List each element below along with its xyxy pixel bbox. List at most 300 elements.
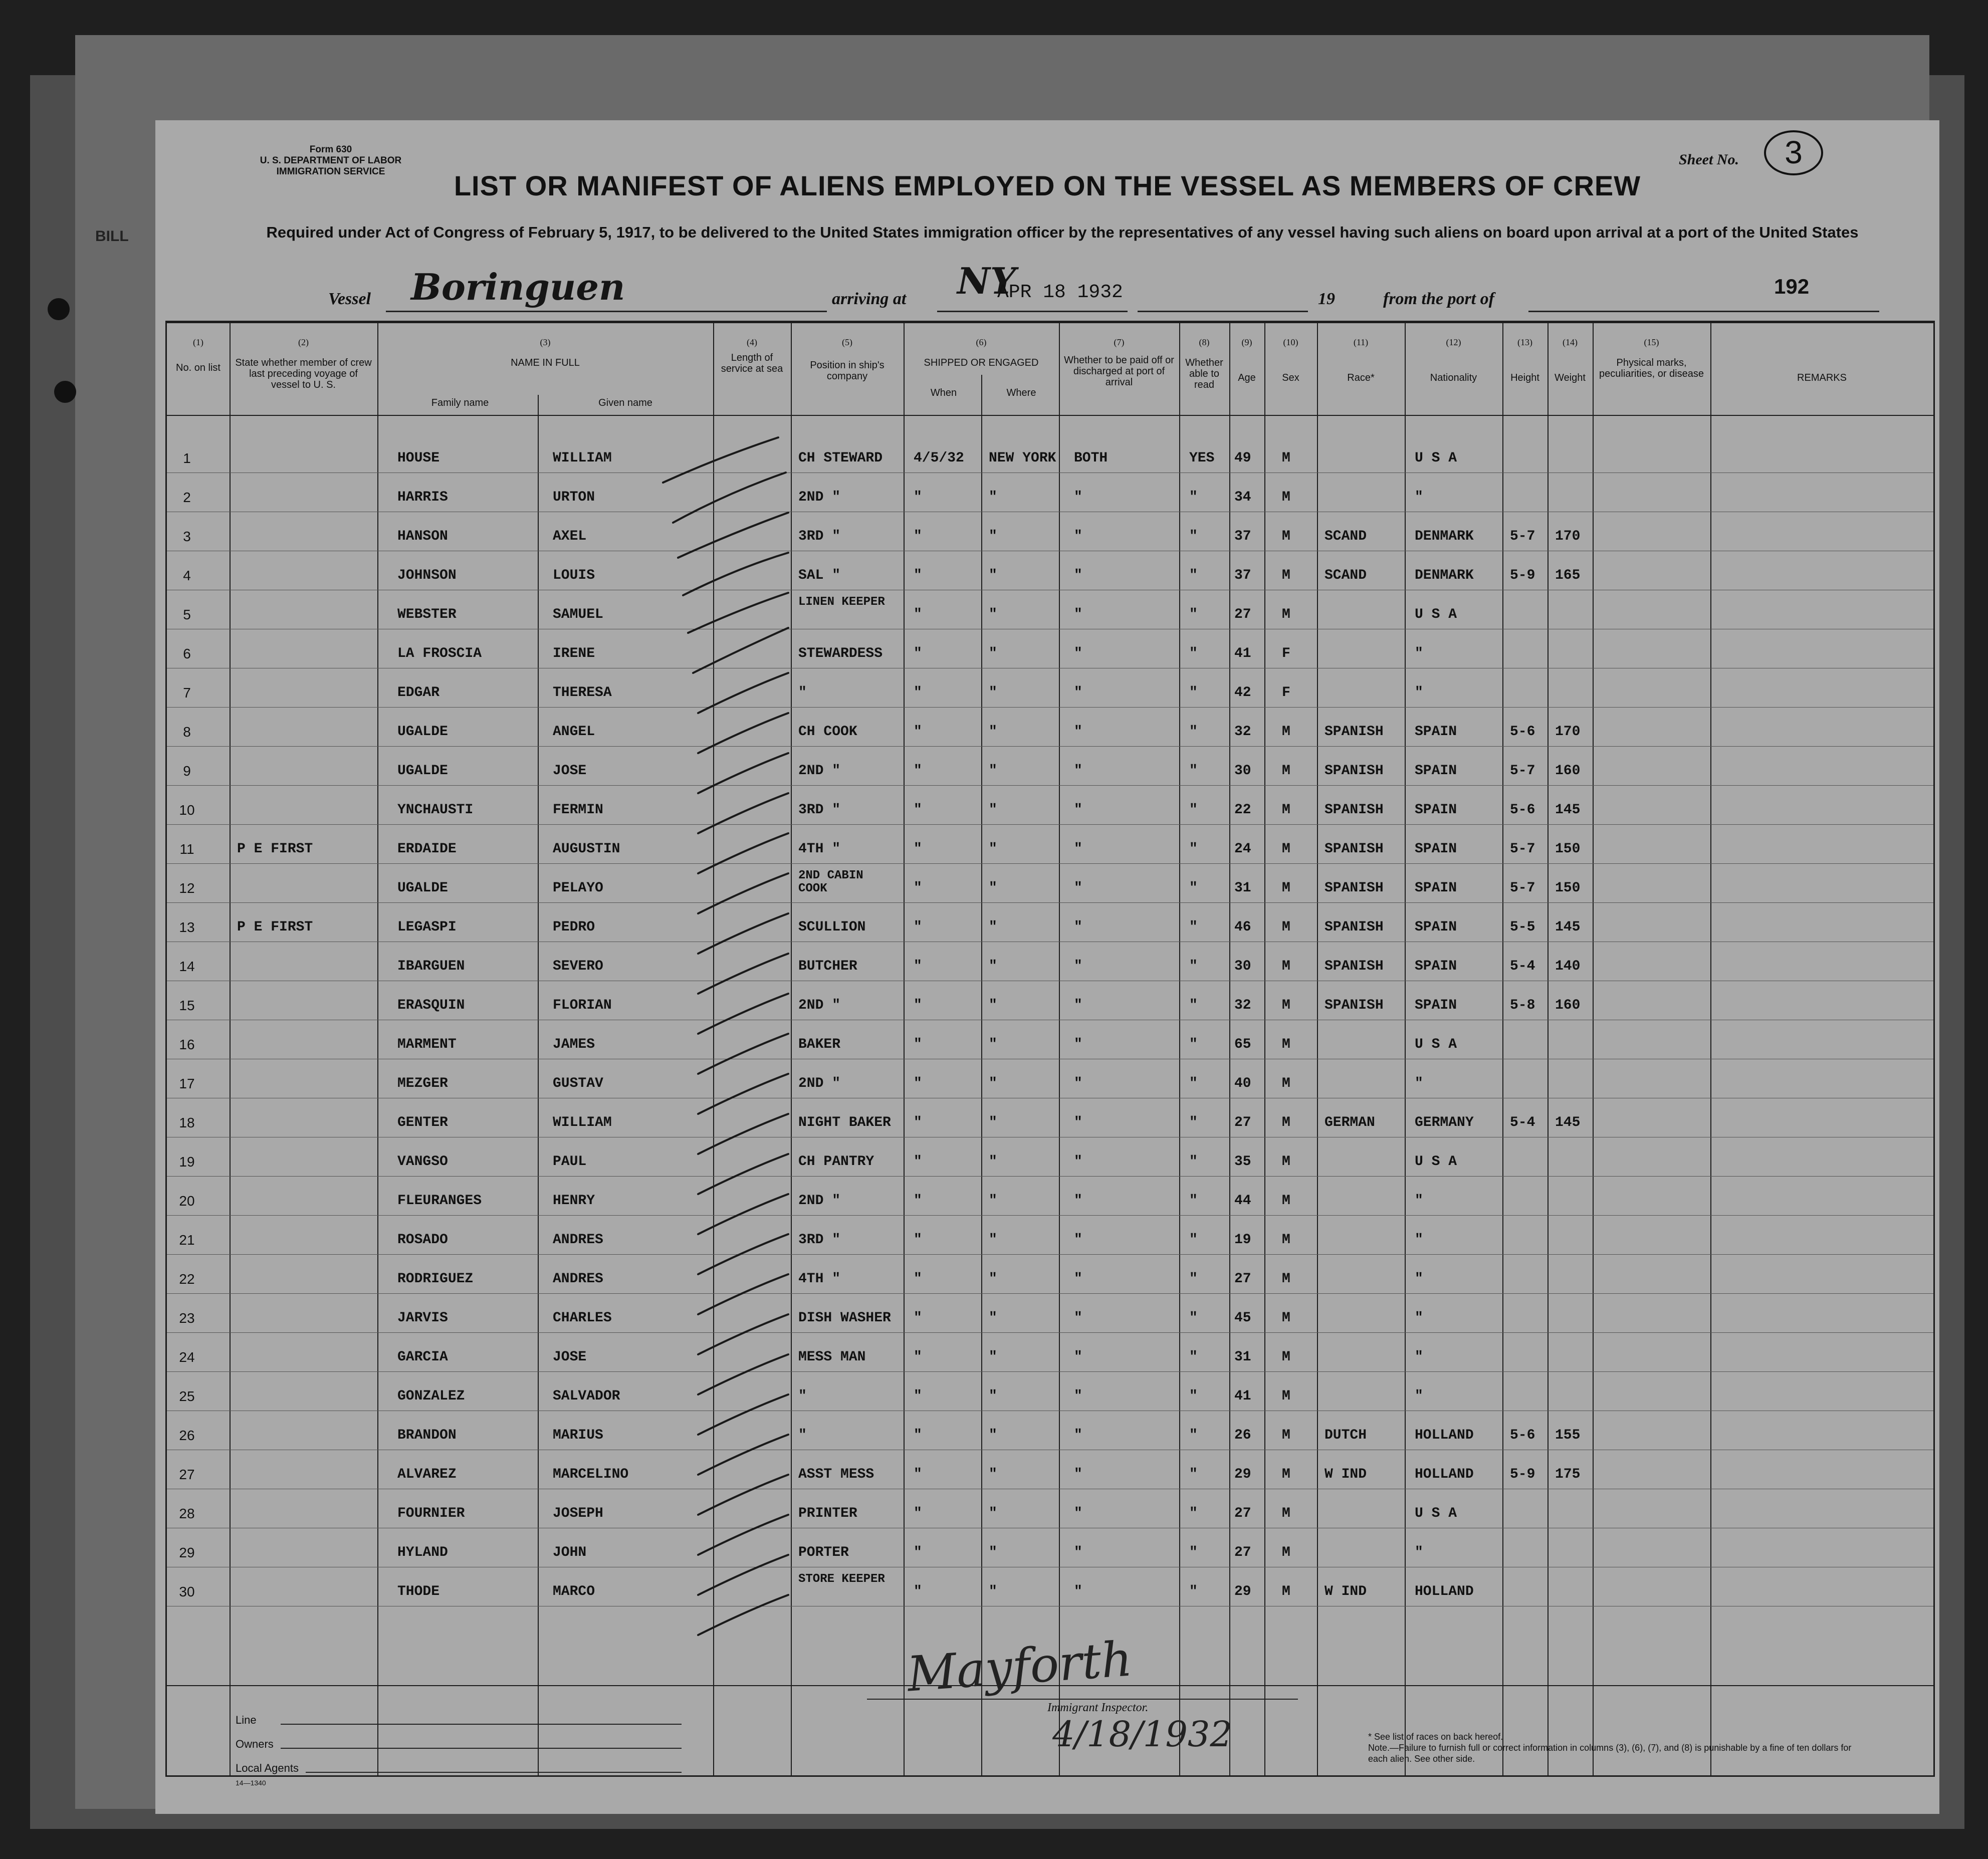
table-row — [167, 516, 1933, 555]
table-row — [167, 1375, 1933, 1415]
cell-where: " — [989, 841, 997, 857]
cell-when: " — [914, 607, 922, 622]
cell-nat: U S A — [1415, 607, 1457, 622]
binder-hole — [48, 298, 70, 320]
cell-age: 31 — [1234, 1349, 1251, 1365]
arriving-label: arriving at — [832, 290, 907, 308]
col-number: (7) — [1114, 337, 1125, 347]
cell-read: " — [1189, 607, 1198, 622]
cell-sex: F — [1282, 685, 1290, 701]
cell-read: " — [1189, 1115, 1198, 1130]
cell-weight: 155 — [1555, 1428, 1581, 1443]
cell-no: 18 — [179, 1115, 195, 1130]
cell-no: 8 — [183, 724, 191, 740]
cell-sex: M — [1282, 490, 1290, 505]
cell-sex: M — [1282, 763, 1290, 779]
agents-label: Local Agents — [236, 1762, 299, 1774]
col-number: (4) — [747, 337, 757, 347]
cell-no: 6 — [183, 646, 191, 661]
col-header-shipped: SHIPPED OR ENGAGED — [924, 357, 1039, 368]
cell-where: " — [989, 1428, 997, 1443]
cell-no: 5 — [183, 607, 191, 622]
cell-position: SAL " — [798, 568, 841, 583]
cell-position: MESS MAN — [798, 1349, 866, 1365]
cell-race: GERMAN — [1324, 1115, 1375, 1130]
cell-where: " — [989, 1193, 997, 1209]
table-row — [167, 1454, 1933, 1493]
table-row — [167, 1024, 1933, 1063]
cell-paid: " — [1074, 724, 1082, 740]
cell-given: AUGUSTIN — [553, 841, 620, 857]
cell-weight: 150 — [1555, 880, 1581, 896]
from-port-fill — [1528, 291, 1879, 312]
cell-family: HANSON — [397, 529, 448, 544]
cell-age: 27 — [1234, 607, 1251, 622]
cell-family: GONZALEZ — [397, 1388, 465, 1404]
cell-race: W IND — [1324, 1467, 1367, 1482]
cell-nat: SPAIN — [1415, 998, 1457, 1013]
cell-sex: M — [1282, 1037, 1290, 1052]
cell-age: 27 — [1234, 1271, 1251, 1287]
cell-paid: " — [1074, 1388, 1082, 1404]
cell-no: 28 — [179, 1506, 195, 1521]
cell-nat: " — [1415, 1232, 1423, 1248]
cell-read: " — [1189, 1467, 1198, 1482]
cell-position: 3RD " — [798, 1232, 841, 1248]
table-row — [167, 1141, 1933, 1180]
cell-when: " — [914, 724, 922, 740]
cell-where: " — [989, 959, 997, 974]
cell-height: 5-5 — [1510, 919, 1535, 935]
cell-position: 2ND " — [798, 1193, 841, 1209]
cell-nat: U S A — [1415, 450, 1457, 466]
cell-age: 26 — [1234, 1428, 1251, 1443]
cell-age: 32 — [1234, 724, 1251, 740]
cell-where: " — [989, 1115, 997, 1130]
cell-where: " — [989, 1037, 997, 1052]
cell-no: 30 — [179, 1584, 195, 1599]
cell-age: 41 — [1234, 1388, 1251, 1404]
cell-weight: 170 — [1555, 529, 1581, 544]
cell-height: 5-7 — [1510, 529, 1535, 544]
cell-race: SCAND — [1324, 529, 1367, 544]
cell-age: 27 — [1234, 1545, 1251, 1560]
cell-paid: " — [1074, 841, 1082, 857]
cell-read: " — [1189, 880, 1198, 896]
cell-paid: " — [1074, 880, 1082, 896]
cell-read: " — [1189, 1076, 1198, 1091]
cell-read: " — [1189, 1193, 1198, 1209]
edge-mark: BILL — [95, 228, 129, 245]
cell-read: " — [1189, 724, 1198, 740]
cell-when: " — [914, 1428, 922, 1443]
cell-sex: M — [1282, 1232, 1290, 1248]
cell-position: " — [798, 685, 807, 701]
table-row — [167, 1102, 1933, 1141]
cell-given: JAMES — [553, 1037, 595, 1052]
table-row — [167, 828, 1933, 867]
binder-hole — [54, 381, 76, 403]
cell-given: ANDRES — [553, 1232, 603, 1248]
cell-when: " — [914, 1545, 922, 1560]
cell-where: " — [989, 998, 997, 1013]
cell-no: 10 — [179, 802, 195, 818]
cell-paid: " — [1074, 763, 1082, 779]
cell-age: 65 — [1234, 1037, 1251, 1052]
col-subheader-given: Given name — [598, 397, 652, 408]
cell-given: JOSEPH — [553, 1506, 603, 1521]
inspector-signature: Mayforth — [905, 1631, 1134, 1703]
cell-family: LEGASPI — [397, 919, 457, 935]
owners-label: Owners — [236, 1738, 274, 1750]
cell-when: " — [914, 802, 922, 818]
cell-nat: " — [1415, 1310, 1423, 1326]
cell-position: 2ND " — [798, 998, 841, 1013]
cell-family: JOHNSON — [397, 568, 457, 583]
cell-sex: M — [1282, 568, 1290, 583]
cell-when: " — [914, 959, 922, 974]
cell-nat: " — [1415, 490, 1423, 505]
cell-where: " — [989, 1349, 997, 1365]
cell-nat: U S A — [1415, 1154, 1457, 1170]
cell-paid: " — [1074, 1349, 1082, 1365]
cell-when: " — [914, 880, 922, 896]
cell-given: THERESA — [553, 685, 612, 701]
cell-position: SCULLION — [798, 919, 866, 935]
col-number: (13) — [1517, 337, 1532, 347]
cell-race: DUTCH — [1324, 1428, 1367, 1443]
cell-sex: M — [1282, 1388, 1290, 1404]
cell-when: " — [914, 1154, 922, 1170]
cell-race: W IND — [1324, 1584, 1367, 1599]
cell-sex: M — [1282, 919, 1290, 935]
cell-nat: SPAIN — [1415, 880, 1457, 896]
cell-weight: 150 — [1555, 841, 1581, 857]
table-row — [167, 985, 1933, 1024]
cell-paid: " — [1074, 646, 1082, 661]
manifest-sheet — [155, 120, 1939, 1814]
cell-read: " — [1189, 1506, 1198, 1521]
cell-no: 22 — [179, 1271, 195, 1287]
cell-sex: M — [1282, 1154, 1290, 1170]
cell-when: " — [914, 1584, 922, 1599]
cell-age: 44 — [1234, 1193, 1251, 1209]
cell-nat: DENMARK — [1415, 568, 1474, 583]
cell-read: " — [1189, 998, 1198, 1013]
cell-paid: " — [1074, 1506, 1082, 1521]
cell-sex: M — [1282, 1584, 1290, 1599]
cell-sex: M — [1282, 1271, 1290, 1287]
cell-when: " — [914, 919, 922, 935]
cell-age: 37 — [1234, 568, 1251, 583]
cell-when: " — [914, 841, 922, 857]
cell-family: HARRIS — [397, 490, 448, 505]
cell-when: " — [914, 646, 922, 661]
col-number: (5) — [842, 337, 852, 347]
cell-read: " — [1189, 1388, 1198, 1404]
col-header-age: Age — [1238, 372, 1256, 383]
cell-sex: M — [1282, 998, 1290, 1013]
cell-family: UGALDE — [397, 880, 448, 896]
cell-paid: " — [1074, 568, 1082, 583]
cell-sex: M — [1282, 1076, 1290, 1091]
cell-when: 4/5/32 — [914, 450, 964, 466]
cell-sex: M — [1282, 1428, 1290, 1443]
cell-height: 5-9 — [1510, 568, 1535, 583]
cell-read: " — [1189, 568, 1198, 583]
cell-position: 2ND CABIN COOK — [798, 869, 863, 895]
cell-sex: M — [1282, 1506, 1290, 1521]
cell-given: HENRY — [553, 1193, 595, 1209]
cell-weight: 145 — [1555, 919, 1581, 935]
cell-when: " — [914, 1467, 922, 1482]
table-row — [167, 1219, 1933, 1258]
cell-height: 5-6 — [1510, 802, 1535, 818]
cell-sex: M — [1282, 724, 1290, 740]
cell-nat: U S A — [1415, 1506, 1457, 1521]
cell-when: " — [914, 1310, 922, 1326]
table-row — [167, 1571, 1933, 1610]
cell-given: GUSTAV — [553, 1076, 603, 1091]
table-row — [167, 594, 1933, 633]
cell-where: " — [989, 724, 997, 740]
cell-no: 29 — [179, 1545, 195, 1560]
cell-when: " — [914, 490, 922, 505]
cell-given: PEDRO — [553, 919, 595, 935]
col-header-physical-marks: Physical marks, peculiarities, or disease — [1599, 357, 1704, 379]
cell-position: DISH WASHER — [798, 1310, 891, 1326]
col-number: (9) — [1241, 337, 1252, 347]
cell-given: PELAYO — [553, 880, 603, 896]
cell-read: " — [1189, 646, 1198, 661]
cell-position: 3RD " — [798, 802, 841, 818]
cell-sex: M — [1282, 1545, 1290, 1560]
cell-position: STORE KEEPER — [798, 1572, 885, 1586]
cell-height: 5-7 — [1510, 841, 1535, 857]
cell-family: RODRIGUEZ — [397, 1271, 474, 1287]
cell-paid: " — [1074, 998, 1082, 1013]
col-subheader-family: Family name — [431, 397, 489, 408]
cell-when: " — [914, 1271, 922, 1287]
agents-field — [306, 1772, 682, 1773]
col-number: (15) — [1644, 337, 1659, 347]
cell-read: " — [1189, 919, 1198, 935]
cell-where: " — [989, 763, 997, 779]
cell-sex: F — [1282, 646, 1290, 661]
signature-date: 4/18/1932 — [1052, 1714, 1232, 1755]
cell-given: JOSE — [553, 1349, 587, 1365]
cell-age: 31 — [1234, 880, 1251, 896]
cell-age: 41 — [1234, 646, 1251, 661]
col-subheader-where: Where — [1006, 387, 1036, 398]
table-row — [167, 906, 1933, 946]
col-header-height: Height — [1510, 372, 1539, 383]
cell-nat: " — [1415, 685, 1423, 701]
cell-nat: DENMARK — [1415, 529, 1474, 544]
cell-position: 2ND " — [798, 490, 841, 505]
cell-nat: " — [1415, 1545, 1423, 1560]
cell-weight: 140 — [1555, 959, 1581, 974]
cell-race: SPANISH — [1324, 841, 1384, 857]
cell-position: CH COOK — [798, 724, 857, 740]
cell-weight: 145 — [1555, 1115, 1581, 1130]
cell-height: 5-6 — [1510, 724, 1535, 740]
cell-family: FLEURANGES — [397, 1193, 482, 1209]
cell-when: " — [914, 1076, 922, 1091]
cell-paid: " — [1074, 607, 1082, 622]
table-row — [167, 1063, 1933, 1102]
table-row — [167, 1493, 1933, 1532]
col-header-paid-off: Whether to be paid off or discharged at port of arrival — [1064, 355, 1174, 388]
cell-given: ANDRES — [553, 1271, 603, 1287]
cell-read: " — [1189, 490, 1198, 505]
col-header-sex: Sex — [1282, 372, 1299, 383]
cell-family: WEBSTER — [397, 607, 457, 622]
cell-no: 23 — [179, 1310, 195, 1326]
cell-sex: M — [1282, 529, 1290, 544]
cell-paid: " — [1074, 1467, 1082, 1482]
footer-notes — [1368, 1731, 1869, 1764]
agents-code: 14—1340 — [236, 1779, 266, 1787]
cell-read: " — [1189, 1584, 1198, 1599]
cell-nat: " — [1415, 1349, 1423, 1365]
cell-given: CHARLES — [553, 1310, 612, 1326]
cell-where: " — [989, 607, 997, 622]
inspector-label: Immigrant Inspector. — [1047, 1701, 1149, 1714]
cell-nat: " — [1415, 1193, 1423, 1209]
cell-age: 30 — [1234, 959, 1251, 974]
table-row — [167, 1258, 1933, 1297]
cell-where: " — [989, 919, 997, 935]
cell-no: 2 — [183, 490, 191, 505]
cell-age: 34 — [1234, 490, 1251, 505]
cell-family: IBARGUEN — [397, 959, 465, 974]
cell-race: SPANISH — [1324, 802, 1384, 818]
cell-where: NEW YORK — [989, 450, 1056, 466]
from-port-label: from the port of — [1383, 290, 1494, 308]
penalty-note: Note.—Failure to furnish full or correct information in columns (3), (6), (7), and (8) is punishable by a fine of ten dollars for each alien. See other side. — [1368, 1743, 1852, 1764]
cell-sex: M — [1282, 1349, 1290, 1365]
form-number: Form 630 — [309, 144, 352, 155]
cell-weight: 170 — [1555, 724, 1581, 740]
cell-where: " — [989, 802, 997, 818]
service-name: IMMIGRATION SERVICE — [276, 166, 385, 177]
cell-position: BUTCHER — [798, 959, 857, 974]
cell-family: JARVIS — [397, 1310, 448, 1326]
cell-nat: HOLLAND — [1415, 1467, 1474, 1482]
cell-age: 37 — [1234, 529, 1251, 544]
cell-paid: " — [1074, 529, 1082, 544]
table-row — [167, 1180, 1933, 1219]
cell-age: 19 — [1234, 1232, 1251, 1248]
cell-position: 2ND " — [798, 763, 841, 779]
cell-no: 26 — [179, 1428, 195, 1443]
cell-paid: " — [1074, 959, 1082, 974]
table-row — [167, 1336, 1933, 1375]
table-row — [167, 789, 1933, 828]
table-row — [167, 437, 1933, 477]
col-subheader-when: When — [930, 387, 957, 398]
cell-position: BAKER — [798, 1037, 841, 1052]
cell-age: 46 — [1234, 919, 1251, 935]
col-header-read: Whether able to read — [1185, 357, 1223, 390]
cell-race: SPANISH — [1324, 763, 1384, 779]
cell-paid: " — [1074, 1584, 1082, 1599]
cell-read: " — [1189, 1545, 1198, 1560]
cell-given: SAMUEL — [553, 607, 603, 622]
cell-read: " — [1189, 763, 1198, 779]
cell-given: JOSE — [553, 763, 587, 779]
cell-height: 5-9 — [1510, 1467, 1535, 1482]
cell-position: 4TH " — [798, 1271, 841, 1287]
table-row — [167, 1297, 1933, 1336]
cell-family: GENTER — [397, 1115, 448, 1130]
cell-given: URTON — [553, 490, 595, 505]
cell-nat: U S A — [1415, 1037, 1457, 1052]
col-header-race: Race* — [1347, 372, 1375, 383]
cell-paid: " — [1074, 490, 1082, 505]
cell-when: " — [914, 1193, 922, 1209]
col-number: (12) — [1446, 337, 1461, 347]
cell-height: 5-7 — [1510, 763, 1535, 779]
table-row — [167, 1532, 1933, 1571]
cell-read: " — [1189, 1428, 1198, 1443]
cell-where: " — [989, 1154, 997, 1170]
cell-paid: " — [1074, 1076, 1082, 1091]
cell-paid: " — [1074, 1271, 1082, 1287]
col-number: (10) — [1283, 337, 1298, 347]
cell-family: LA FROSCIA — [397, 646, 482, 661]
col-header-no: No. on list — [176, 362, 220, 373]
cell-sex: M — [1282, 1467, 1290, 1482]
cell-paid: " — [1074, 919, 1082, 935]
col-number: (8) — [1199, 337, 1210, 347]
crew-table — [165, 321, 1935, 1777]
cell-position: CH STEWARD — [798, 450, 883, 466]
department-name: U. S. DEPARTMENT OF LABOR — [260, 155, 402, 166]
cell-no: 19 — [179, 1154, 195, 1170]
cell-given: WILLIAM — [553, 450, 612, 466]
cell-nat: HOLLAND — [1415, 1584, 1474, 1599]
cell-where: " — [989, 1388, 997, 1404]
page-subtitle: Required under Act of Congress of February 5, 1917, to be delivered to the United States immigration officer by the representatives of any vessel having such aliens on board upon arrival at a port of the United States — [266, 223, 1859, 241]
cell-age: 27 — [1234, 1115, 1251, 1130]
cell-when: " — [914, 529, 922, 544]
cell-paid: " — [1074, 1545, 1082, 1560]
cell-no: 16 — [179, 1037, 195, 1052]
cell-position: NIGHT BAKER — [798, 1115, 891, 1130]
cell-position: CH PANTRY — [798, 1154, 874, 1170]
cell-family: ALVAREZ — [397, 1467, 457, 1482]
cell-no: 14 — [179, 959, 195, 974]
cell-paid: " — [1074, 1115, 1082, 1130]
cell-family: YNCHAUSTI — [397, 802, 474, 818]
cell-when: " — [914, 685, 922, 701]
table-row — [167, 946, 1933, 985]
cell-age: 29 — [1234, 1584, 1251, 1599]
cell-no: 17 — [179, 1076, 195, 1091]
cell-height: 5-6 — [1510, 1428, 1535, 1443]
cell-weight: 165 — [1555, 568, 1581, 583]
table-row — [167, 477, 1933, 516]
cell-given: IRENE — [553, 646, 595, 661]
cell-race: SPANISH — [1324, 959, 1384, 974]
cell-read: " — [1189, 1310, 1198, 1326]
cell-when: " — [914, 1388, 922, 1404]
table-row — [167, 555, 1933, 594]
cell-race: SPANISH — [1324, 919, 1384, 935]
signature-line — [867, 1699, 1298, 1700]
